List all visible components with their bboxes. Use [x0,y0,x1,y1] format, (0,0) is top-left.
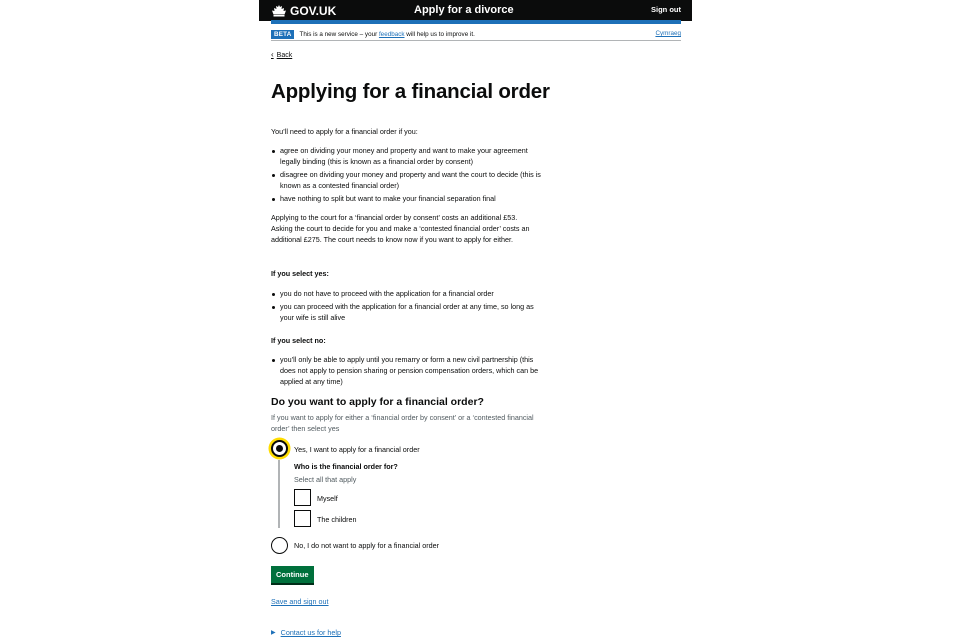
crown-icon [271,4,287,17]
if-yes-bullet-list [271,289,546,326]
conditional-reveal-border [278,460,280,528]
costs-paragraph: Applying to the court for a ‘financial order by consent’ costs an additional £53. Asking the court to decide for you and make a ‘contested financial order’ costs an additional £275. The court needs to know now if you want to apply for either. [271,213,530,244]
conditional-heading: Who is the financial order for? [294,462,398,471]
save-and-sign-out-link[interactable]: Save and sign out [271,597,329,606]
checkbox-children-label[interactable]: The children [317,515,357,524]
back-link-label: Back [276,51,293,59]
phase-banner [271,28,681,41]
language-toggle-link[interactable]: Cymraeg [655,30,681,37]
list-item: disagree on dividing your money and property and want the court to decide (this is known as a contested financial order) [271,170,546,192]
contact-us-link[interactable]: Contact us for help [280,628,341,637]
list-item: agree on dividing your money and property and want to make your agreement legally binding (this is known as a financial order by consent) [271,146,546,168]
list-item: you’ll only be able to apply until you remarry or form a new civil partnership (this does not apply to pension sharing or pension compensation orders, which can be applied at any time) [271,355,546,387]
page-frame [259,0,692,640]
conditional-hint: Select all that apply [294,475,357,484]
beta-tag: BETA [271,30,294,39]
site-header [259,0,692,21]
chevron-left-icon: ‹ [271,50,274,59]
service-name[interactable]: Apply for a divorce [414,4,514,16]
back-link[interactable] [271,51,292,59]
radio-yes[interactable] [271,440,288,457]
header-blue-stripe [271,20,681,24]
checkbox-myself[interactable] [294,489,311,506]
logo-text: GOV.UK [290,3,337,18]
if-no-heading: If you select no: [271,336,326,345]
radio-no-label[interactable]: No, I do not want to apply for a financial order [294,541,440,550]
phase-text-before: This is a new service – your [299,30,378,38]
intro-bullet-list [271,146,546,207]
contact-details[interactable] [271,628,341,637]
checkbox-myself-label[interactable]: Myself [317,494,338,503]
sign-out-link[interactable]: Sign out [651,5,681,14]
radio-yes-label[interactable]: Yes, I want to apply for a financial order [294,445,420,454]
intro-text: You’ll need to apply for a financial order if you: [271,127,418,136]
if-no-bullet-list [271,355,546,390]
list-item: have nothing to split but want to make your financial separation final [271,194,546,205]
feedback-link[interactable]: feedback [378,30,405,38]
question-heading: Do you want to apply for a financial order? [271,396,484,408]
govuk-logo-link[interactable] [271,3,336,18]
page-title: Applying for a financial order [271,80,550,103]
question-hint: If you want to apply for either a ‘financial order by consent’ or a ‘contested financial order’ then select yes [271,413,534,433]
triangle-right-icon: ▶ [271,630,276,636]
continue-button[interactable]: Continue [271,566,314,583]
list-item: you can proceed with the application for a financial order at any time, so long as your wife is still alive [271,302,546,324]
checkbox-children[interactable] [294,510,311,527]
list-item: you do not have to proceed with the application for a financial order [271,289,546,300]
phase-text-after: will help us to improve it. [406,30,475,38]
radio-no[interactable] [271,537,288,554]
if-yes-heading: If you select yes: [271,269,329,278]
